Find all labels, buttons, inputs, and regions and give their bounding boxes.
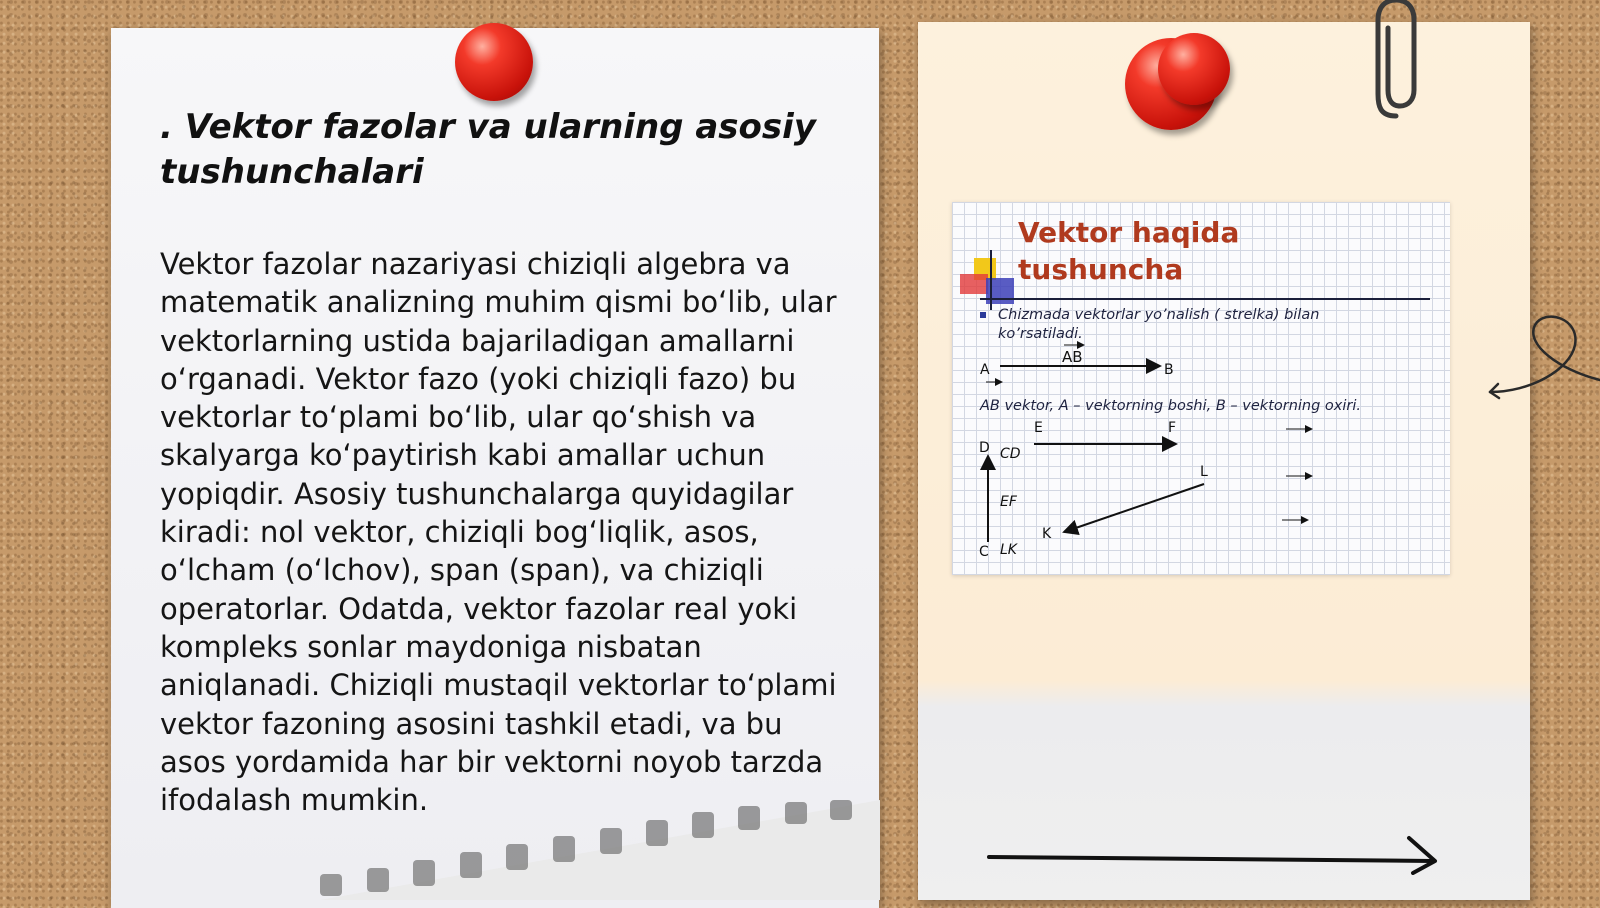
slide-title-line1: Vektor haqida <box>1018 216 1240 249</box>
label-cd: CD <box>1000 446 1021 462</box>
torn-notebook-edge <box>320 800 880 900</box>
label-c: C <box>979 544 989 560</box>
slide-title-line2: tushuncha <box>1018 253 1184 286</box>
note-body-text: Vektor fazolar nazariyasi chiziqli algebra va matematik analizning muhim qismi bo‘lib, ular vektorlarning ustida bajariladigan amallarni o‘rganadi. Vektor fazo (yoki chiziqli fazo) bu vektorlar to‘plami bo‘lib, ular qo‘shish va skalyarga ko‘paytirish kabi amallar uchun yopiqdir. Asosiy tushunchalarga quyidagilar kiradi: nol vektor, chiziqli bog‘liqlik, asos, o‘lcham (o‘lchov), span (span), va chiziqli operatorlar. Odatda, vektor fazolar real yoki kompleks sonlar maydoniga nisbatan aniqlanadi. Chiziqli mustaqil vektorlar to‘plami vektor fazoning asosini tashkil etadi, va bu asos yordamida har bir vektorni noyob tarzda ifodalash mumkin. <box>160 247 837 818</box>
label-lk: LK <box>1000 542 1017 558</box>
red-pushpin-head-icon <box>1158 33 1230 105</box>
label-e: E <box>1034 420 1043 436</box>
label-l: L <box>1200 464 1208 480</box>
vector-lk-line <box>1064 484 1204 532</box>
slide-bullet-text: Chizmada vektorlar yo’nalish ( strelka) bilan ko’rsatiladi. <box>998 307 1320 342</box>
label-f: F <box>1168 420 1177 436</box>
label-a: A <box>980 362 990 378</box>
curl-arrow-doodle <box>1480 310 1600 410</box>
red-pushpin-icon <box>455 23 533 101</box>
vector-diagram <box>952 202 1450 575</box>
slide-thumbnail <box>952 202 1450 575</box>
label-ab-vector: AB <box>1062 348 1083 366</box>
note-title: . Vektor fazolar va ularning asosiy tushunchalari <box>160 107 816 192</box>
paperclip-icon <box>1374 0 1424 123</box>
next-arrow-icon[interactable] <box>985 835 1445 875</box>
slide-caption: AB vektor, A – vektorning boshi, B – vektorning oxiri. <box>980 398 1362 414</box>
label-d: D <box>979 440 990 456</box>
label-ef: EF <box>1000 494 1017 510</box>
label-k: K <box>1042 526 1052 542</box>
label-b: B <box>1164 362 1174 378</box>
